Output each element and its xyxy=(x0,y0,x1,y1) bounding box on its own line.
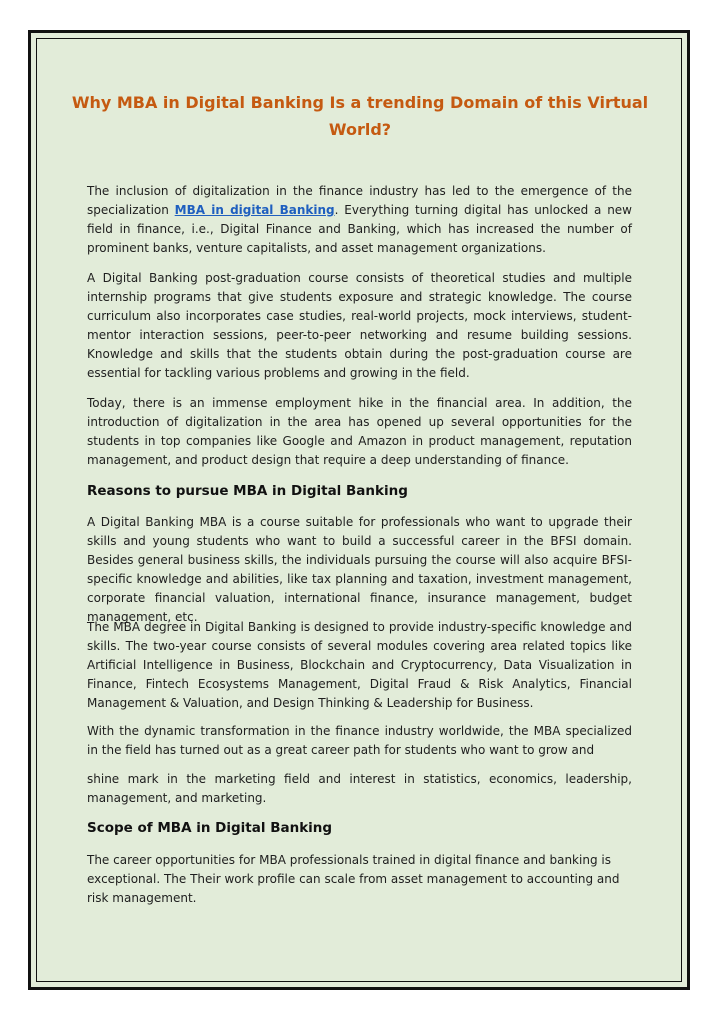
page-border-inner xyxy=(36,38,682,982)
paragraph-intro xyxy=(87,182,632,258)
paragraph-employment: Today, there is an immense employment hike in the financial area. In addition, the introduction of digitalization in the area has opened up several opportunities for the students in top companies like Google and Amazon in product management, reputation management, and product design that require a deep understanding of finance. xyxy=(87,396,632,467)
paragraph-transformation: With the dynamic transformation in the finance industry worldwide, the MBA specialized in the field has turned out as a great career path for students who want to grow and xyxy=(87,724,632,757)
paragraph-reasons: A Digital Banking MBA is a course suitable for professionals who want to upgrade their skills and young students who want to build a successful career in the BFSI domain. Besides general business skills, the individuals pursuing the course will also acquire BFSI-specific knowledge and abilities, like tax planning and taxation, investment management, corporate financial valuation, international finance, insurance management, budget management, etc. xyxy=(87,515,632,624)
paragraph-shine: shine mark in the marketing field and interest in statistics, economics, leadership, management, and marketing. xyxy=(87,772,632,805)
paragraph-course: A Digital Banking post-graduation course consists of theoretical studies and multiple internship programs that give students exposure and strategic knowledge. The course curriculum also incorporates case studies, real-world projects, mock interviews, student-mentor interaction sessions, peer-to-peer networking and resume building sessions. Knowledge and skills that the students obtain during the post-graduation course are essential for tackling various problems and growing in the field. xyxy=(87,271,632,380)
paragraph-intro-text-after: . Everything turning digital has unlocked a new field in finance, i.e., Digital Finance and Banking, which has increased the number of prominent banks, venture capitalists, and asset management organizations. xyxy=(87,203,632,255)
heading-scope: Scope of MBA in Digital Banking xyxy=(87,820,333,836)
page-border-outer xyxy=(28,30,690,990)
paragraph-intro-text-before: The inclusion of digitalization in the finance industry has led to the emergence of the specialization xyxy=(87,184,632,217)
document-title: Why MBA in Digital Banking Is a trending Domain of this Virtual World? xyxy=(71,93,649,139)
heading-reasons: Reasons to pursue MBA in Digital Banking xyxy=(87,483,408,499)
mba-digital-banking-link[interactable]: MBA in digital Banking xyxy=(174,203,335,217)
paragraph-degree: The MBA degree in Digital Banking is designed to provide industry-specific knowledge and skills. The two-year course consists of several modules covering area related topics like Artificial Intelligence in Business, Blockchain and Cryptocurrency, Data Visualization in Finance, Fintech Ecosystems Management, Digital Fraud & Risk Analytics, Financial Management & Valuation, and Design Thinking & Leadership for Business. xyxy=(87,620,632,710)
paragraph-scope: The career opportunities for MBA professionals trained in digital finance and banking is exceptional. The Their work profile can scale from asset management to accounting and risk management. xyxy=(87,853,620,905)
